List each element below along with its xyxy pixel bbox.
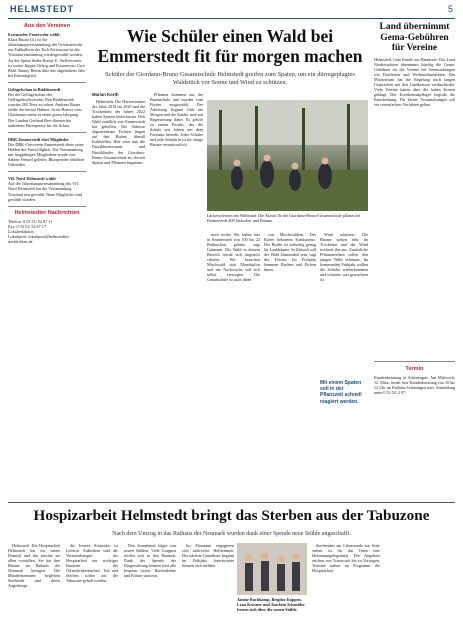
section-title: HELMSTEDT [10, 4, 74, 14]
page-header-rule [8, 4, 455, 19]
byline: Marian Korth [92, 92, 119, 97]
article-text: die Jeseres Schneider ist Leiterin. Außerdem sind die Veranstaltungen der Hospizarbeit ein wichtiger Baustein der Öffentlichkeitsarbeit. Tod und Sterben sollen aus der Tabuzone geholt werden. [66, 543, 118, 584]
pull-quote: Mit einem Spaten soll in der Pflanzzeit schnell reagiert werden. [320, 380, 362, 405]
article-column-3 [207, 232, 260, 498]
sidebar-item-text: Der DRK-Ortsverein Emmerstedt ehrte seine Helden der Freiwilligkeit. Die Versammlung mit langjährigen Mitgliedern wurde von Sabine Frenzel geleitet. Blutspender erhielten Urkunden. [8, 141, 85, 168]
article-headline: Wie Schüler einen Wald bei Emmerstedt fit für morgen machen [97, 26, 363, 66]
bottom-photo-caption: Janine Buchkamp, Brigitta Köppen, Lena Krosner und Joachim Schneider freuen sich über die neuen Stühle. [237, 597, 305, 613]
service-title: Helmstedter Nachrichten [14, 209, 80, 216]
article-text: Im Ehrenamt engagieren sich zahlreiche Helferinnen. Der nächste Grundkurs beginnt im Frühjahr. Interessierte können sich melden. [182, 543, 234, 569]
photo-illustration [237, 543, 307, 595]
bottom-column-3 [124, 543, 176, 638]
sidebar-item-title: DRK Emmerstedt ehrt Mitglieder [8, 136, 69, 142]
article-text: von Mischwäldern. Der Kiefer bekommt Konkurrenz. Der Boden ist vielseitig genug für Laubbäume. In Zukunft soll der Wald klimastabil sein, sagt der Förster. Im Frühjahr kommen Buchen und Eichen hinzu. [264, 232, 316, 273]
page-number: 5 [447, 4, 453, 14]
right-headline: Land übernimmt Gema-Gebühren für Vereine [379, 22, 450, 53]
sidebar-item-title: Essenroder Feuerwehr wählt [8, 32, 60, 38]
section-divider [8, 502, 455, 503]
sidebar-item-text: Klara Bucke (li.) ist die Jahreshauptversammlung des Ortsfeuerwehr zur Fußballerin der Tech Ferienwart ist der Vorstand einstimmig wiedergewählt worden. An der Spitze bleibt Ronny E. Stellvertreter ist weiter Jürgen Oelzig und Kassenwart Uwe Böhl. Ronny Bertin übte das abgehaltene Jahr bei Ratsmitglied. [8, 37, 85, 78]
article-column-1 [92, 92, 145, 498]
box-title: Termin [405, 365, 424, 372]
forest-planting-photo [207, 100, 368, 211]
bottom-column-2 [66, 543, 118, 638]
article-text: nach rechts. Wir haben hier in Emmerstedt von 100 bis 22 Brühmchen gehabt, sagt Gutmann. Die Wald in diesem Bereich würde sich ungestört erholen. Wir brauchen Mischwald statt Monokultur und der Nachwuchs soll sich selbst versorgen. Die Grundschule ist auch dabei. [207, 232, 260, 283]
bottom-column-1 [8, 543, 60, 638]
right-text: Helmstedt. Gute Kunde aus Hannover: Das Land Niedersachsen übernimmt künftig die Gema-Gebühren für die Vereine bei Veranstaltungen wie Dorffesten und Weihnachtsmärkten. Das Ministerium hat die Regelung nach langen Gesprächen mit den Landkreisen verabschiedet. Viele Vereine hatten über die hohen Kosten geklagt. Der Kreisheimatpfleger begrüßt die Entscheidung. Für kleine Veranstaltungen soll ein vereinfachtes Verfahren gelten. [374, 56, 455, 107]
divider [8, 82, 86, 83]
chairs-photo [237, 543, 307, 595]
article-column-5 [320, 232, 368, 372]
divider [8, 132, 86, 133]
service-line: Telefon: 0 53 51/ 52 67 11 [8, 218, 53, 224]
service-line: Lokalredaktion [8, 229, 34, 234]
sidebar-item-text: Auf der Jahreshauptversammlung des VfL Nord Helmstedt hat die Versammlung Vorstand neu gewählt. Neue Mitglieder sind gewählt worden. [8, 181, 82, 202]
article-text: Den Sonnabend folgte von neuen Stühlen. Viele Gruppen treffen sich in den Räumen. Dank der Spende der Bürgerstiftung können jetzt alle bequem sitzen. Rückenlehne und Polster sind neu. [124, 543, 176, 579]
sidebar-item-text: Bei der Geflügelschau des Geflügelzuchtvereins Neu Büddenstedt wurden 265 Tiere zu sehen. Andreas Bauer stellte die besten Hühner. Grete Buerer vom Glasbreuer nennt es einen guten Jahrgang. Der Landrat Gerhard Bert überreichte außerdem Ehrenpreise für die Schau. [8, 92, 82, 128]
article-subhead: Schüler der Giordano-Bruno Gesamtschule Helmstedt greifen zum Spaten, um ein dürregeplagtes Waldstück vor Sonne und Wind zu schützen. [105, 71, 355, 86]
service-line: Fax: 0 53 51/ 52 67 17 [8, 223, 46, 229]
service-line[interactable]: Lokalsport: lokalsport@helmstedter-nachrichten.de [8, 234, 70, 245]
article-column-2 [150, 92, 203, 498]
article-text: Helmstedt. Die Dürresommer der Jahre 2018 bis 2020 und die Trockenheit des Jahres 2022 haben Spuren hinterlassen. Den Wald rundlich von Emmerstedt hat geholfen. Die Sükosse abgestorbener Fichten fingen auf den Boden, überall Kahlstellen. Hier setzt nun die Fünftklässlerinnen und Fünftklässler der Giordano-Bruno-Gesamtschule an, die mit Spaten und Pflanzen begannen. [92, 99, 145, 165]
article-text: Pflanzen kommen aus der Baumschule und wurden vom Förster ausgewählt. Der Arbeitstag beginnt früh am Morgen und die Kinder sind mit Begeisterung dabei. Es gehört zu einem Projekt, das die Schule seit Jahren mit dem Forstamt betreibt. Jeder Schüler und jede Schülerin ist für einige Bäume verantwortlich. [150, 92, 203, 148]
bottom-subhead: Nach dem Umzug in das Rathaus der Neumark wurden dank einer Spende neue Stühle angeschafft. [112, 531, 351, 537]
bottom-column-4 [182, 543, 234, 638]
divider [374, 361, 455, 362]
bottom-column-5 [312, 543, 380, 638]
right-column-article [374, 22, 455, 500]
photo-caption: Läckerschwinn am Waldrand: Die Klasse 5b der Giordano-Bruno-Gesamtschule pflanzt bei Emmerstedt 400 Sträucher und Bäume. [207, 213, 361, 224]
divider [8, 171, 86, 172]
article-text: Sterbenden am Lebensende zur Seite stehen ist für das Team eine Herzensangelegenheit. Die Angebote reichen von Trauercafé bis zu Vorträgen. Termine stehen im Programm der Hospizarbeit. [312, 543, 380, 574]
photo-illustration [207, 100, 368, 211]
sidebar-item-title: Gefügelschau in Büddenstedt [8, 86, 61, 92]
sidebar-item-title: VfL Nord Helmstedt wählt [8, 176, 56, 182]
sidebar-title: Aus den Vereinen [23, 23, 71, 29]
article-text: Wind schützen. Die Bäume stehen sehr im Trockenen und der Wind trocknet ihn aus. Zusätzliche Pflanzenreihen sollen den jungen Wald schützen. Im kommenden Frühjahr wollen die Schüler wiederkommen und schauen, was gewachsen ist. [320, 232, 368, 283]
bottom-headline: Hospizarbeit Helmstedt bringt das Sterben aus der Tabuzone [33, 507, 430, 524]
sidebar-club-news [8, 22, 86, 500]
box-text: Kundenberatung in Schöningen: Am Mittwoch, 12. März, findet eine Kundenberatung von 10 bis 12 Uhr im Rathaus Schöningen statt. Anmeldung unter 0 53 52/ 2 07. [374, 374, 455, 395]
divider [8, 206, 86, 207]
article-column-4 [264, 232, 316, 498]
article-text: Helmstedt. Die Hospizarbeit Helmstedt hat ein neues Domizil und das möchte sie allen vorstellen. Sie hat ihre Räume im Rathaus der Neumark bezogen. Die Mitarbeiterinnen begleiten Sterbende und deren Angehörige. [8, 543, 60, 589]
